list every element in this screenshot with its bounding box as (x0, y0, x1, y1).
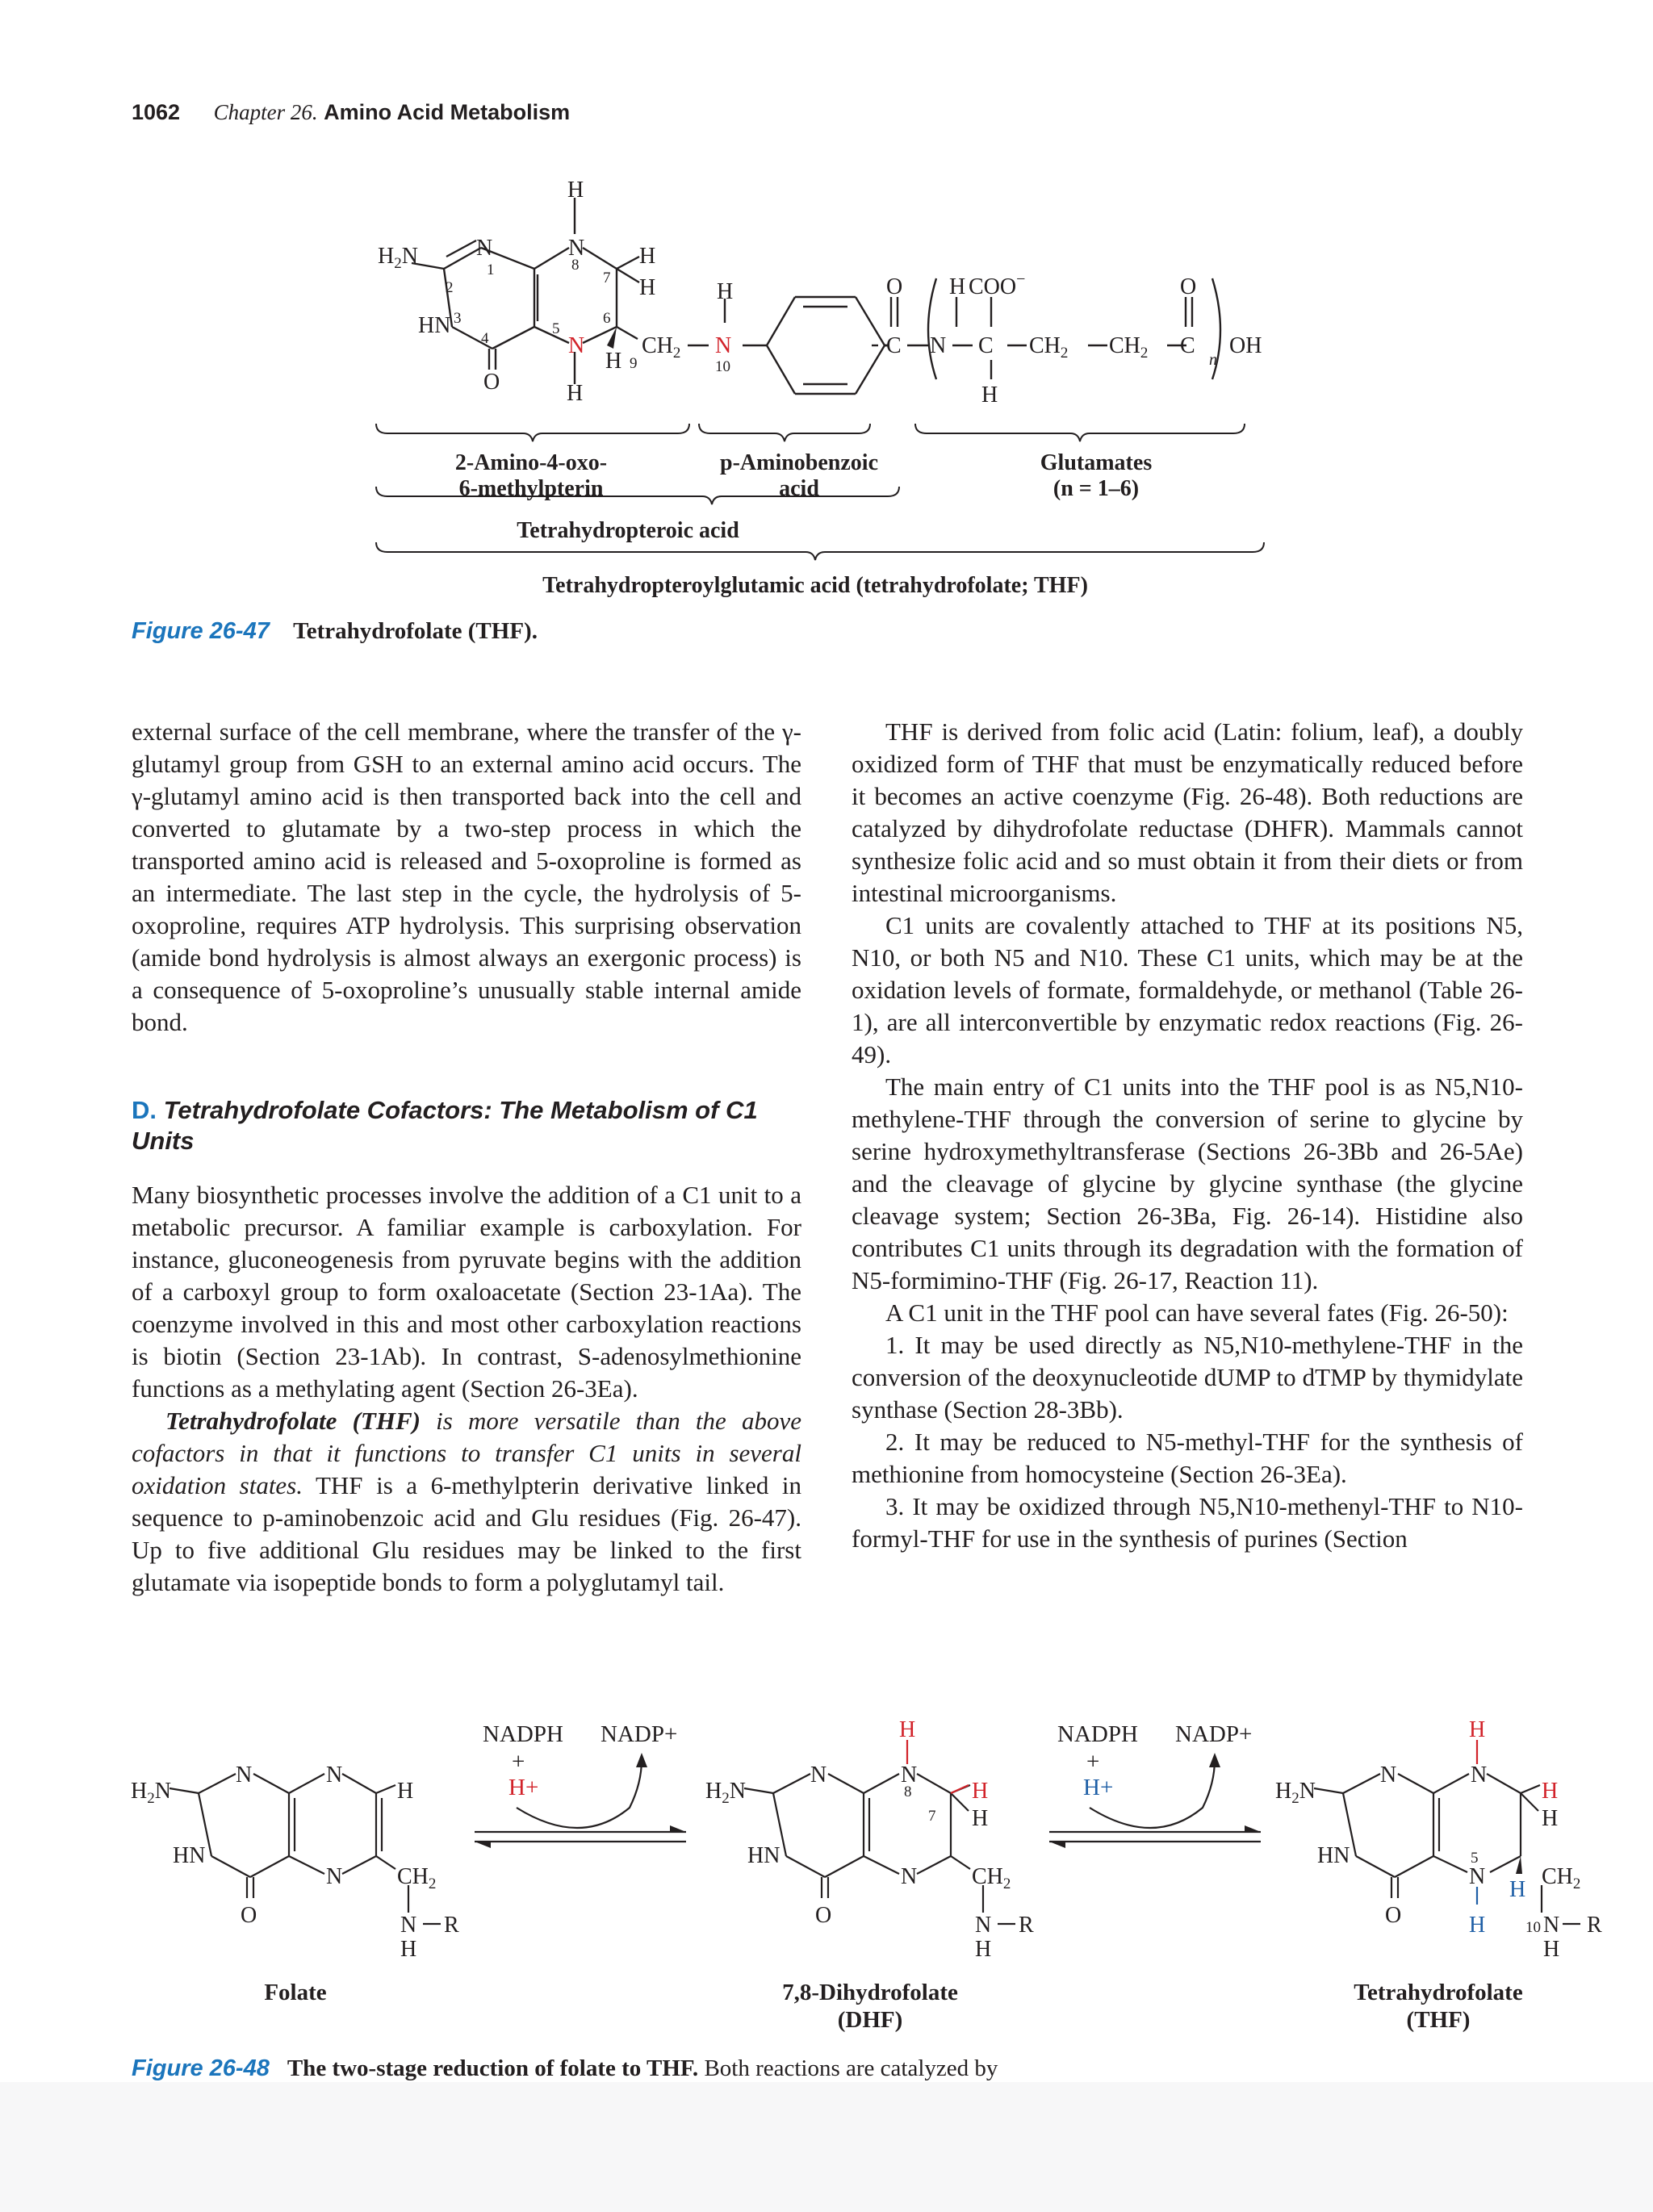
svg-text:H: H (567, 381, 584, 406)
fate-item-3: 3. It may be oxidized through N5,N10-methenyl-THF to N10-formyl-THF for use in the synthesis of purines (Section (852, 1492, 1523, 1553)
svg-text:N: N (326, 1762, 343, 1788)
svg-text:O: O (483, 370, 500, 395)
svg-text:CH2: $CH_2$ (397, 1864, 437, 1892)
svg-text:7: 7 (928, 1808, 936, 1825)
svg-text:R: R (1587, 1913, 1602, 1938)
svg-text:H: H (1509, 1877, 1526, 1902)
right-paragraph-2: C1 units are covalently attached to THF at its positions N5, N10, or both N5 and N10. These C1 units, which may be at the oxidation levels of formate, formaldehyde, or methanol (Table 26-1), are all interconvertible by enzymatic redox reactions (Fig. 26-49). (852, 911, 1523, 1068)
bracket-pterin-line2: 6-methylpterin (458, 476, 604, 501)
svg-text:N: N (810, 1762, 827, 1788)
svg-text:7: 7 (603, 270, 611, 286)
svg-text:N: N (326, 1864, 343, 1889)
thf-italic-statement: is more versatile than the above cofactors in that it functions to transfer C1 units in several oxidation states. (132, 1407, 801, 1499)
svg-text:8: 8 (904, 1783, 912, 1800)
svg-text:N: N (1469, 1864, 1486, 1889)
figure-26-48-title: The two-stage reduction of folate to THF. (287, 2055, 699, 2081)
svg-text:O: O (815, 1903, 832, 1928)
svg-text:H: H (400, 1937, 417, 1962)
thf-description: THF is a 6-methylpterin derivative linked in sequence to p-aminobenzoic acid and Glu residues (Fig. 26-47). Up to five additional Glu residues may be linked to the first glutamate via isopeptide bonds to form a polyglutamyl tail. (132, 1471, 801, 1596)
figure-26-47-structure (0, 169, 1653, 621)
svg-text:10: 10 (1525, 1919, 1541, 1936)
rxn1-nadph-nadp: NADPH (483, 1721, 563, 1747)
svg-text:H: H (1542, 1779, 1559, 1804)
section-heading (132, 1095, 801, 1156)
svg-text:H2N: $H_2N$ (705, 1779, 746, 1807)
svg-text:H: H (605, 349, 622, 374)
figure-26-48-label: Figure 26-48 (132, 2055, 270, 2081)
svg-text:N: N (930, 333, 947, 358)
rxn2-plus: + (1086, 1749, 1100, 1775)
svg-text:4: 4 (481, 330, 489, 347)
svg-text:R: R (444, 1913, 459, 1938)
svg-text:H: H (972, 1806, 989, 1831)
compound-folate: Folate (264, 1980, 327, 2005)
section-letter: D. (132, 1096, 157, 1124)
right-paragraph-4: A C1 unit in the THF pool can have several fates (Fig. 26-50): (885, 1298, 1509, 1327)
left-paragraph-1: external surface of the cell membrane, where the transfer of the γ-glutamyl group from GSH to an external amino acid occurs. The γ-glutamyl amino acid is then transported back into the cell and converted to glutamate by a two-step process in which the transported amino acid is released and 5-oxoproline is formed as an intermediate. The last step in the cycle, the hydrolysis of 5-oxoproline, requires ATP hydrolysis. This surprising observation (amide bond hydrolysis is almost always an exergonic process) is a consequence of 5-oxoproline’s unusually stable internal amide bond. (132, 717, 801, 1036)
svg-text:N: N (400, 1913, 417, 1938)
chapter-number: Chapter 26. (213, 100, 318, 124)
figure-26-47-label: Figure 26-47 (132, 618, 270, 644)
rxn1-plus: + (512, 1749, 525, 1775)
page-header (132, 100, 570, 125)
svg-text:C: C (978, 333, 994, 358)
right-column (852, 716, 1523, 1555)
svg-text:H: H (1469, 1717, 1486, 1742)
svg-text:2: 2 (446, 279, 454, 296)
bracket-glutamates-line1: Glutamates (1040, 450, 1153, 475)
rxn1-nadp-plus: NADP+ (601, 1721, 678, 1747)
svg-text:H: H (639, 244, 656, 269)
svg-text:N: N (568, 236, 585, 261)
svg-text:1: 1 (487, 261, 495, 278)
svg-text:O: O (1385, 1903, 1402, 1928)
svg-text:H2N: $H_2N$ (378, 244, 418, 272)
svg-text:N: N (1543, 1913, 1560, 1938)
compound-thf-line1: Tetrahydrofolate (1354, 1980, 1523, 2005)
chapter-title: Amino Acid Metabolism (324, 100, 571, 124)
svg-text:H: H (397, 1779, 414, 1804)
svg-text:N: N (901, 1762, 918, 1788)
svg-text:H: H (972, 1779, 989, 1804)
svg-text:N: N (975, 1913, 992, 1938)
page-number: 1062 (132, 100, 181, 124)
bracket-tetrahydropteroic: Tetrahydropteroic acid (517, 518, 739, 543)
right-paragraph-1: THF is derived from folic acid (Latin: folium, leaf), a doubly oxidized form of THF that must be enzymatically reduced before it becomes an active coenzyme (Fig. 26-48). Both reductions are catalyzed by dihydrofolate reductase (DHFR). Mammals cannot synthesize folic acid and so must obtain it from their diets or from intestinal microorganisms. (852, 717, 1523, 907)
svg-text:N: N (236, 1762, 253, 1788)
bracket-glutamates-line2: (n = 1–6) (1052, 476, 1140, 501)
svg-text:NADPH (483, 1721, 563, 1747)
bracket-paba-line1: p-Aminobenzoic (720, 450, 878, 475)
figure-26-47-title: Tetrahydrofolate (THF). (293, 618, 538, 644)
svg-text:9: 9 (630, 355, 638, 372)
svg-text:OH: OH (1229, 333, 1262, 358)
svg-text:N: N (1471, 1762, 1488, 1788)
figure-26-47-caption (132, 616, 538, 646)
fate-item-1: 1. It may be used directly as N5,N10-methylene-THF in the conversion of the deoxynucleotide dUMP to dTMP by thymidylate synthase (Section 28-3Bb). (852, 1331, 1523, 1424)
figure-26-48-scheme (0, 1703, 1653, 2042)
svg-text:CH2: $CH_2$ (972, 1864, 1011, 1892)
left-paragraph-2: Many biosynthetic processes involve the addition of a C1 unit to a metabolic precursor. A familiar example is carboxylation. For instance, gluconeogenesis from pyruvate begins with the addition of a carboxyl group to form oxaloacetate (Section 23-1Aa). The coenzyme involved in this and most other carboxylation reactions is biotin (Section 23-1Ab). In contrast, S-adenosylmethionine functions as a methylating agent (Section 26-3Ea). (132, 1181, 801, 1403)
compound-thf-line2: (THF) (1406, 2007, 1471, 2033)
svg-text:10: 10 (715, 358, 730, 375)
bracket-thf: Tetrahydropteroylglutamic acid (tetrahydrofolate; THF) (542, 573, 1088, 598)
svg-text:CH2: $CH_2$ (1029, 333, 1069, 362)
svg-text:O: O (886, 274, 903, 299)
bracket-paba-line2: acid (779, 476, 819, 501)
rxn2-nadp-plus: NADP+ (1175, 1721, 1253, 1747)
svg-text:H: H (1543, 1937, 1560, 1962)
svg-text:6: 6 (603, 310, 611, 327)
thf-emphasis: Tetrahydrofolate (THF) (165, 1407, 421, 1435)
svg-text:H2N: $H_2N$ (1275, 1779, 1316, 1807)
bracket-pterin-line1: 2-Amino-4-oxo- (454, 450, 608, 475)
svg-text:H: H (639, 275, 656, 300)
rxn2-nadph: NADPH (1057, 1721, 1138, 1747)
svg-text:CH2: $CH_2$ (642, 333, 681, 362)
svg-text:H: H (1542, 1806, 1559, 1831)
svg-text:8: 8 (571, 257, 580, 274)
svg-text:n: n (1209, 351, 1217, 369)
right-paragraph-3: The main entry of C1 units into the THF pool is as N5,N10-methylene-THF through the conversion of serine to glycine by serine hydroxymethyltransferase (Sections 26-3Bb and 26-5Ae) and the cleavage of glycine by glycine synthase (the glycine cleavage system; Section 26-3Ba, Fig. 26-14). Histidine also contributes C1 units through its degradation with the formation of N5-formimino-THF (Fig. 26-17, Reaction 11). (852, 1073, 1523, 1294)
svg-text:HN: HN (173, 1843, 206, 1868)
svg-text:N: N (901, 1864, 918, 1889)
svg-text:H: H (981, 383, 998, 408)
svg-text:N: N (476, 236, 493, 261)
bottom-shade (0, 2082, 1653, 2212)
section-title: Tetrahydrofolate Cofactors: The Metabolism of C1 Units (132, 1096, 758, 1155)
figure-26-48-caption-text: Both reactions are catalyzed by (704, 2055, 998, 2081)
svg-text:R: R (1019, 1913, 1034, 1938)
svg-text:HN: HN (418, 313, 451, 338)
svg-text:CH2: $CH_2$ (1542, 1864, 1581, 1892)
svg-text:O: O (241, 1903, 257, 1928)
svg-text:5: 5 (552, 320, 560, 337)
fate-item-2: 2. It may be reduced to N5-methyl-THF for the synthesis of methionine from homocysteine (Section 26-3Ea). (852, 1428, 1523, 1488)
svg-text:C: C (886, 333, 902, 358)
svg-text:H: H (899, 1717, 916, 1742)
svg-text:H: H (1469, 1913, 1486, 1938)
svg-text:H: H (949, 274, 966, 299)
svg-text:H: H (717, 279, 734, 304)
svg-text:HN: HN (747, 1843, 780, 1868)
rxn2-hplus: H+ (1083, 1775, 1114, 1800)
compound-dhf-line1: 7,8-Dihydrofolate (782, 1980, 958, 2005)
svg-text:H: H (975, 1937, 992, 1962)
svg-text:N: N (568, 333, 585, 358)
svg-text:5: 5 (1471, 1850, 1479, 1867)
svg-text:H: H (567, 178, 584, 203)
svg-text:N: N (715, 333, 732, 358)
rxn1-hplus: H+ (508, 1775, 539, 1800)
svg-text:3: 3 (454, 310, 462, 327)
svg-text:O: O (1180, 274, 1197, 299)
compound-dhf-line2: (DHF) (837, 2007, 903, 2033)
svg-text:C: C (1180, 333, 1195, 358)
left-column (132, 716, 801, 1599)
svg-text:HN: HN (1317, 1843, 1350, 1868)
svg-text:N: N (1380, 1762, 1397, 1788)
svg-text:H2N: $H_2N$ (131, 1779, 171, 1807)
left-paragraph-3 (132, 1405, 801, 1599)
svg-text:CH2: $CH_2$ (1109, 333, 1149, 362)
svg-text:COO−: COO− (969, 270, 1026, 299)
